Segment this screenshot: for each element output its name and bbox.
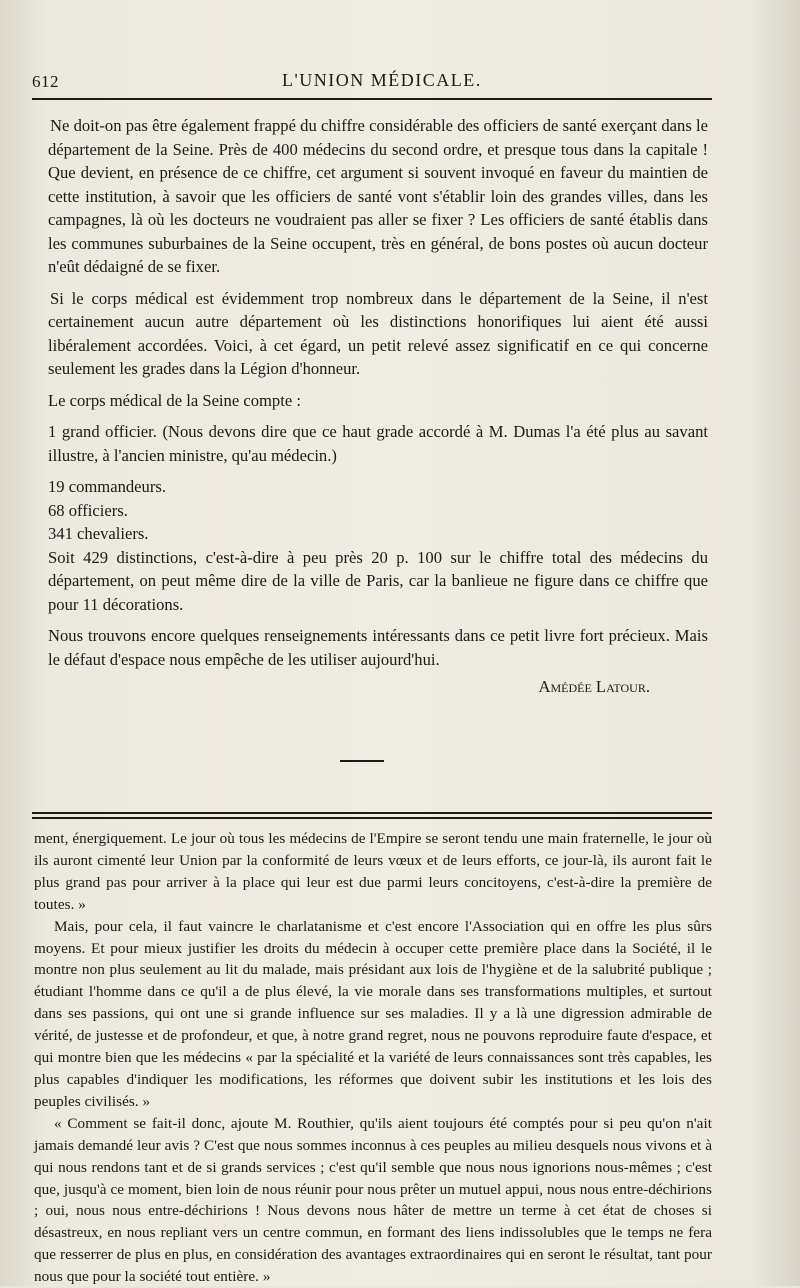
running-header: [32, 68, 712, 92]
continuation-paragraph: ment, énergiquement. Le jour où tous les médecins de l'Empire se seront tendu une main fraternelle, le jour où ils auront cimenté leur Union par la conformité de leurs vœux et de leurs efforts, ce jour-là, ils auront fait le plus grand pas pour arriver à la place qui leur est due parmi leurs concitoyens, c'est-à-dire la première de toutes. »: [34, 830, 712, 913]
article-paragraph: Nous trouvons encore quelques renseignements intéressants dans ce petit livre fort précieux. Mais le défaut d'espace nous empêche de les utiliser aujourd'hui.: [48, 626, 708, 669]
article-paragraph: Soit 429 distinctions, c'est-à-dire à peu près 20 p. 100 sur le chiffre total des médecins du département, on peut même dire de la ville de Paris, car la banlieue ne figure dans ce chiffre que pour 11 décorations.: [48, 547, 708, 614]
continuation-body: [34, 828, 712, 1288]
article-end-rule: [340, 760, 384, 762]
article-body: [48, 114, 708, 698]
article-paragraph: 1 grand officier. (Nous devons dire que ce haut grade accordé à M. Dumas l'a été plus au savant illustre, à l'ancien ministre, qu'au médecin.): [48, 422, 708, 465]
continuation-paragraph: Mais, pour cela, il faut vaincre le charlatanisme et c'est encore l'Association qui en offre les plus sûrs moyens. Et pour mieux justifier les droits du médecin à occuper cette première place dans la Société, il le montre non plus seulement au lit du malade, mais présidant aux lois de l'hygiène et de la salubrité publique ; étudiant l'homme dans ce qu'il a de plus élevé, la vie morale dans ses transformations multiples, et surtout dans ses passions, qui ont une si grande influence sur ses maladies. Il y a là une digression admirable de vérité, de justesse et de profondeur, et que, à notre grand regret, nous ne pouvons reproduire faute d'espace, et qui montre bien que les médecins « par la spécialité et la variété de leurs connaissances sont très capables, les plus capables d'indiquer les modifications, les réformes que doivent subir les institutions et les lois des peuples civilisés. »: [34, 917, 712, 1110]
list-item: 19 commandeurs.: [48, 477, 166, 496]
journal-title: L'UNION MÉDICALE.: [282, 70, 482, 90]
article-paragraph: Ne doit-on pas être également frappé du chiffre considérable des officiers de santé exerçant dans le département de la Seine. Près de 400 médecins du second ordre, et presque tous dans la capitale ! Que devient, en présence de ce chiffre, cet argument si souvent invoqué en faveur du maintien de cette institution, à savoir que les officiers de santé vont s'établir loin des grandes villes, dans les campagnes, là où les docteurs ne voudraient pas aller se fixer ? Les officiers de santé établis dans les communes suburbaines de la Seine occupent, très en général, de bons postes où aucun docteur n'eût dédaigné de se fixer.: [48, 116, 708, 276]
page-number: 612: [32, 72, 59, 91]
section-divider-top: [32, 812, 712, 814]
header-rule: [32, 98, 712, 100]
article-paragraph: Le corps médical de la Seine compte :: [48, 390, 301, 410]
author-signature: Amédée Latour.: [538, 677, 650, 696]
list-item: 341 chevaliers.: [48, 524, 149, 543]
continuation-paragraph: « Comment se fait-il donc, ajoute M. Routhier, qu'ils aient toujours été comptés pour si peu qu'on n'ait jamais demandé leur avis ? C'est que nous sommes inconnus à ces peuples au milieu desquels nous vivons et à qui nous rendons tant et de si grands services ; c'est qu'il semble que nous nous ignorions nous-mêmes ; c'est que, jusqu'à ce moment, bien loin de nous réunir pour nous prêter un mutuel appui, nous nous entre-déchirions ; oui, nous nous entre-déchirions ! Nous devons nous hâter de mettre un terme à cet état de choses si désastreux, en nous repliant vers un centre commun, en formant des liens indissolubles que le temps ne fera que resserrer de plus en plus, en considération des avantages extraordinaires qui en seront le résultat, tant pour nous que pour la société tout entière. »: [34, 1114, 712, 1286]
article-paragraph: Si le corps médical est évidemment trop nombreux dans le département de la Seine, il n'est certainement aucun autre département où les distinctions honorifiques lui aient été aussi libéralement accordées. Voici, à cet égard, un petit relevé assez significatif en ce qui concerne seulement les grades dans la Légion d'honneur.: [48, 288, 708, 378]
list-item: 68 officiers.: [48, 500, 128, 520]
section-divider-bottom: [32, 817, 712, 819]
